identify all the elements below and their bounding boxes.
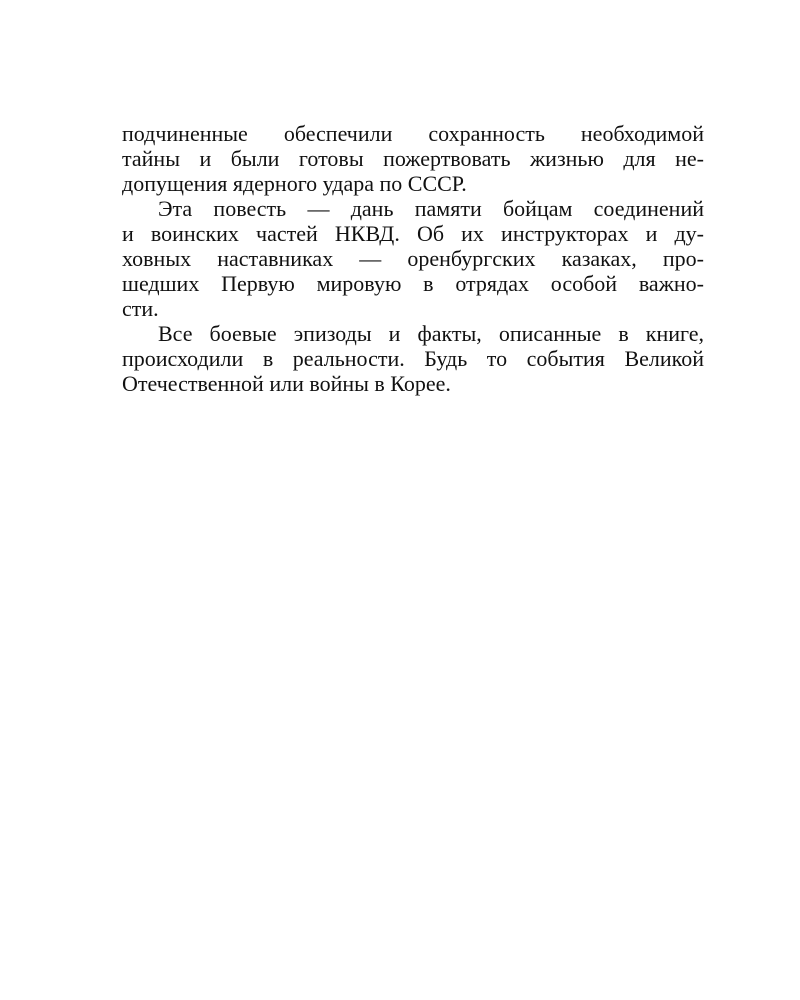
text-line: шедших Первую мировую в отрядах особой важно- [122,271,704,296]
paragraph-1 [122,121,704,196]
text-line: тайны и были готовы пожертвовать жизнью для не- [122,146,704,171]
text-line: и воинских частей НКВД. Об их инструкторах и ду- [122,221,704,246]
paragraph-3 [122,321,704,396]
text-line: подчиненные обеспечили сохранность необходимой [122,121,704,146]
text-line: ховных наставниках — оренбургских казаках, про- [122,246,704,271]
text-line: происходили в реальности. Будь то события Великой [122,346,704,371]
text-line: сти. [122,296,159,321]
paragraph-2 [122,196,704,321]
text-line: Все боевые эпизоды и факты, описанные в книге, [158,321,704,346]
text-line: Эта повесть — дань памяти бойцам соединений [158,196,704,221]
text-line: допущения ядерного удара по СССР. [122,171,467,196]
text-line: Отечественной или войны в Корее. [122,371,451,396]
body-text [122,121,704,396]
